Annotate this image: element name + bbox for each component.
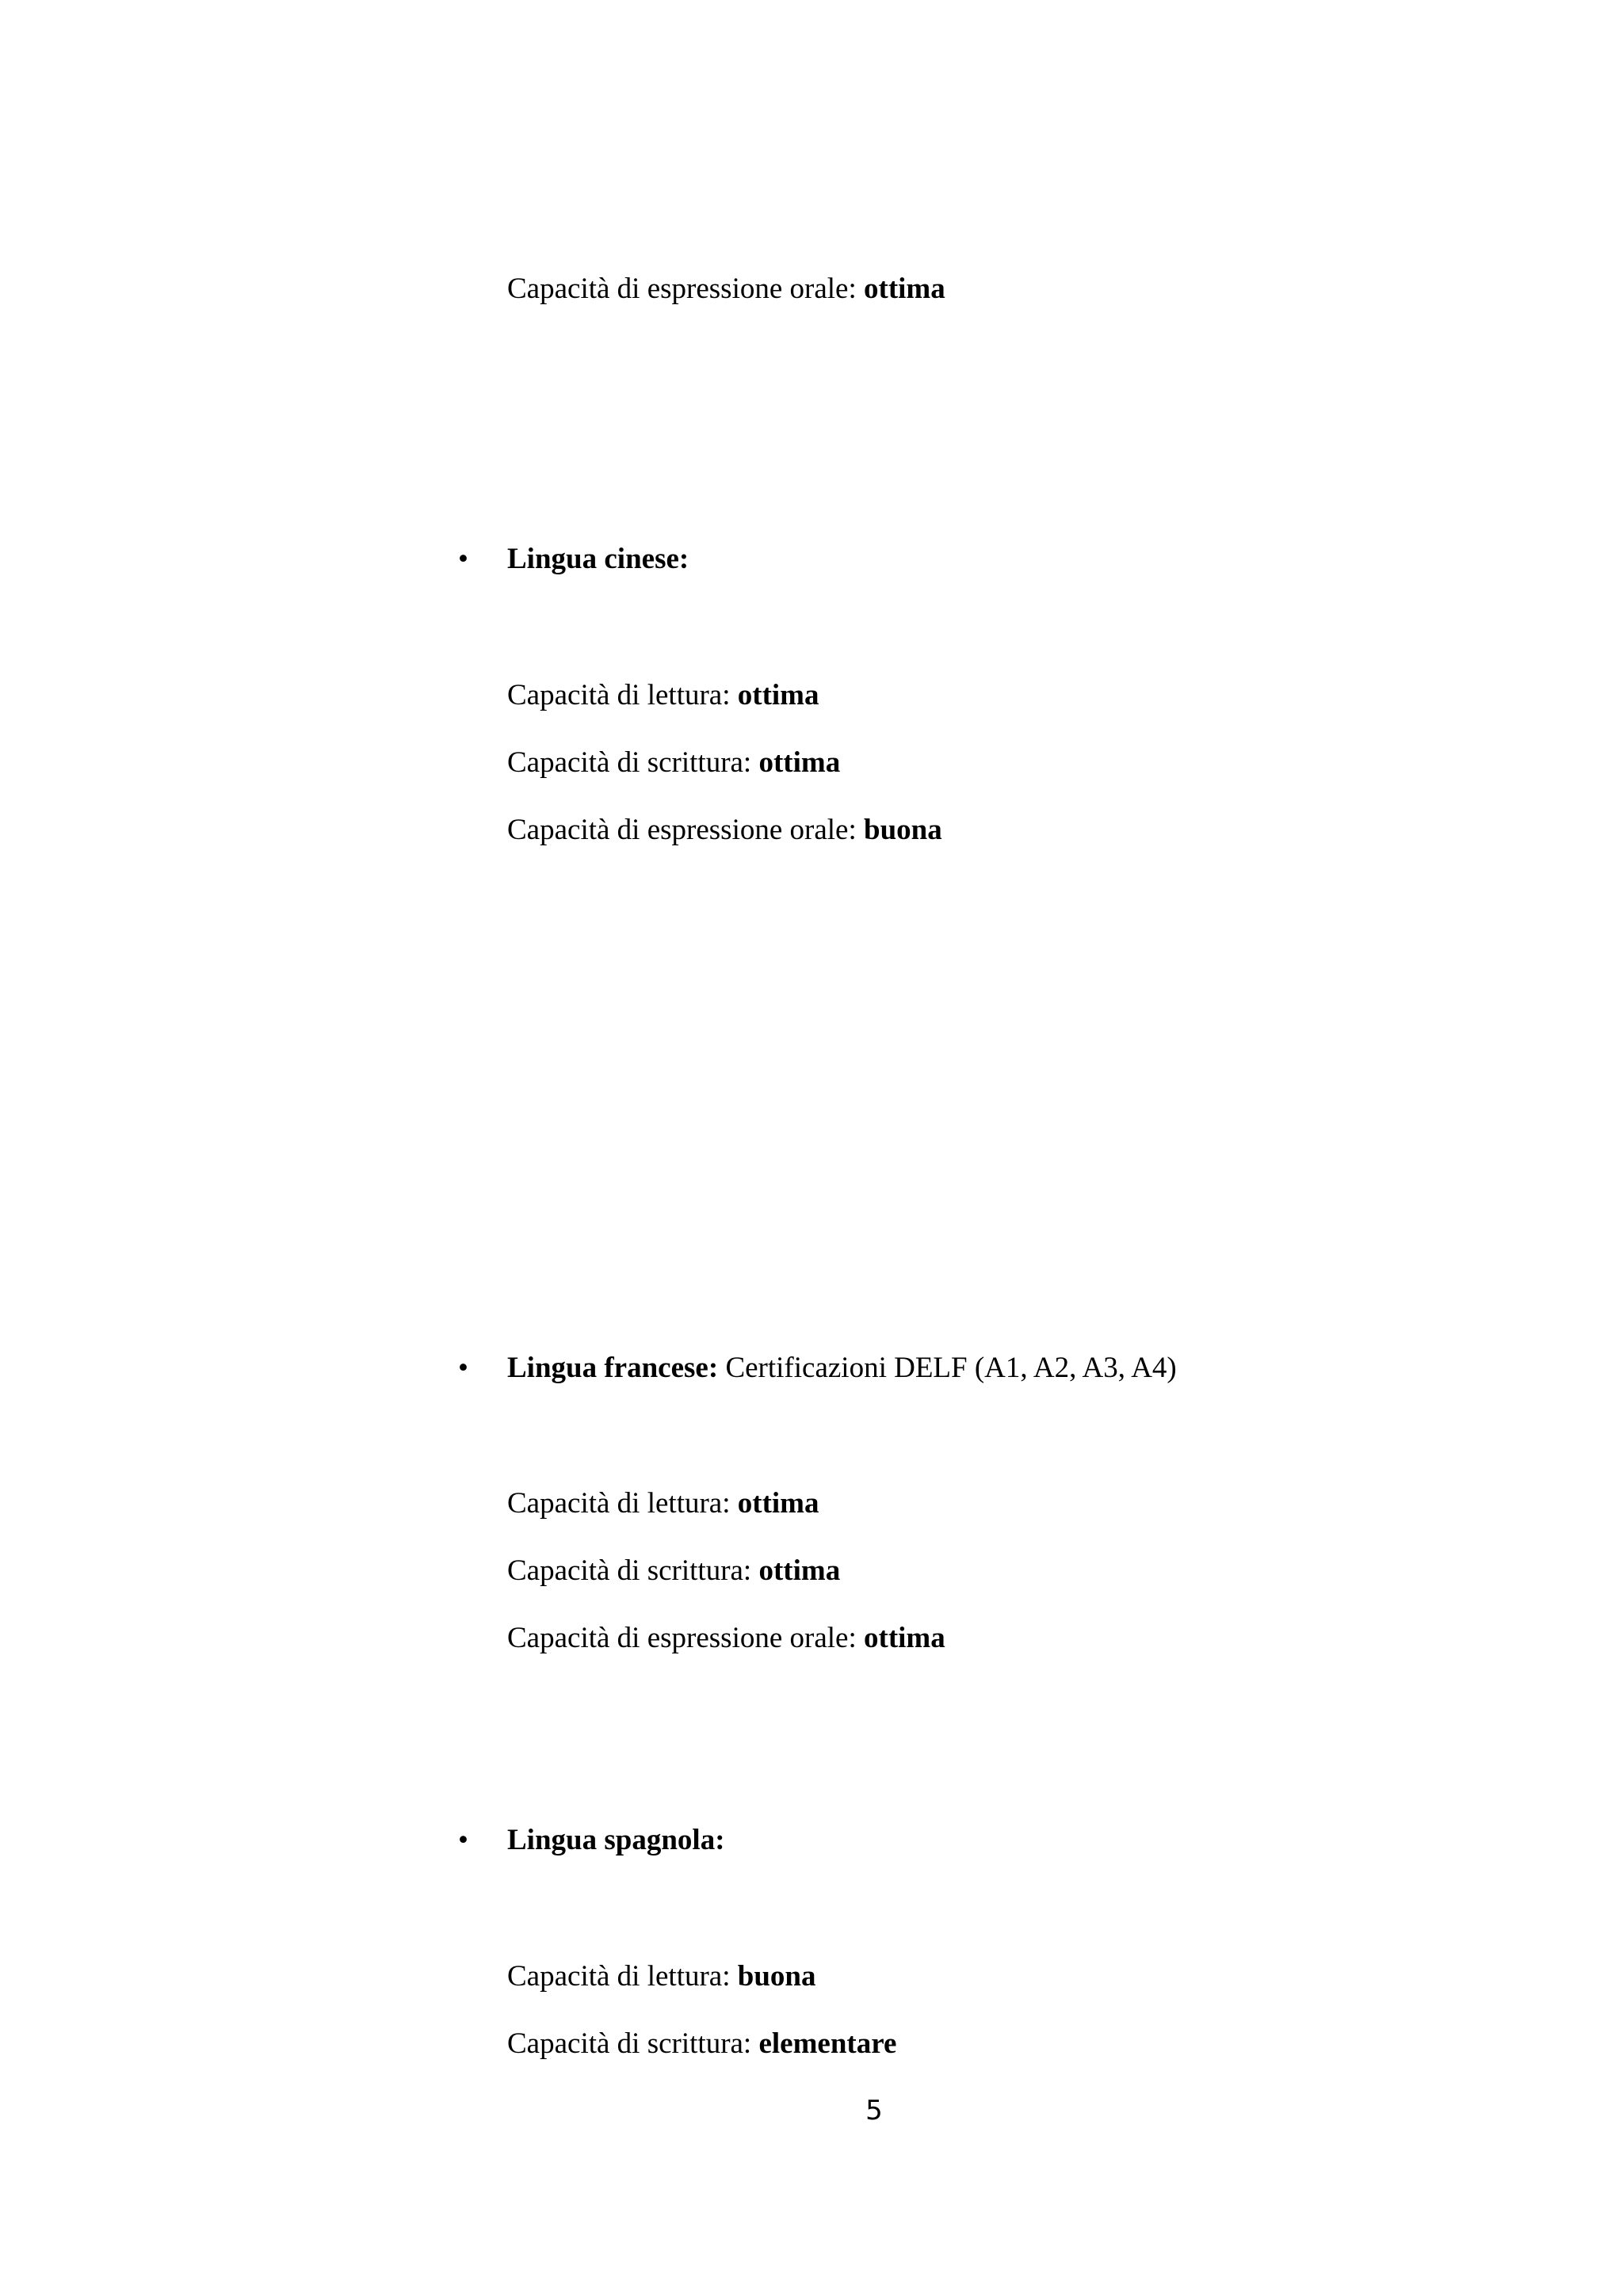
skill-label: Capacità di espressione orale: xyxy=(507,273,864,305)
language-name: Lingua spagnola: xyxy=(507,1824,725,1856)
language-heading xyxy=(507,1351,1177,1386)
skill-value: buona xyxy=(864,814,942,846)
skill-line xyxy=(507,272,945,307)
skill-value: ottima xyxy=(758,1554,841,1587)
skill-label: Capacità di lettura: xyxy=(507,1487,738,1520)
language-note: Certificazioni DELF (A1, A2, A3, A4) xyxy=(718,1352,1177,1384)
page-number: 5 xyxy=(865,2095,883,2126)
skill-line xyxy=(507,678,819,713)
skill-line xyxy=(507,1621,945,1656)
skill-line xyxy=(507,746,840,780)
skill-line xyxy=(507,1486,819,1521)
skill-value: ottima xyxy=(758,746,841,779)
bullet-icon: • xyxy=(458,1352,468,1384)
skill-value: ottima xyxy=(864,273,945,305)
language-heading xyxy=(507,542,689,577)
bullet-icon: • xyxy=(458,1824,468,1856)
skill-value: ottima xyxy=(737,1487,819,1520)
skill-value: ottima xyxy=(737,679,819,711)
skill-label: Capacità di scrittura: xyxy=(507,2027,759,2060)
bullet-icon: • xyxy=(458,543,468,575)
skill-value: elementare xyxy=(758,2027,897,2060)
skill-value: ottima xyxy=(864,1622,945,1654)
skill-label: Capacità di scrittura: xyxy=(507,1554,759,1587)
language-name: Lingua cinese: xyxy=(507,543,689,575)
skill-line xyxy=(507,1554,840,1589)
skill-line xyxy=(507,2027,896,2061)
skill-label: Capacità di lettura: xyxy=(507,1960,738,1993)
skill-line xyxy=(507,813,942,848)
skill-label: Capacità di scrittura: xyxy=(507,746,759,779)
skill-value: buona xyxy=(737,1960,816,1993)
language-name: Lingua francese: xyxy=(507,1352,719,1384)
skill-label: Capacità di espressione orale: xyxy=(507,1622,864,1654)
skill-label: Capacità di espressione orale: xyxy=(507,814,864,846)
skill-label: Capacità di lettura: xyxy=(507,679,738,711)
skill-line xyxy=(507,1959,815,1994)
language-heading xyxy=(507,1823,725,1858)
